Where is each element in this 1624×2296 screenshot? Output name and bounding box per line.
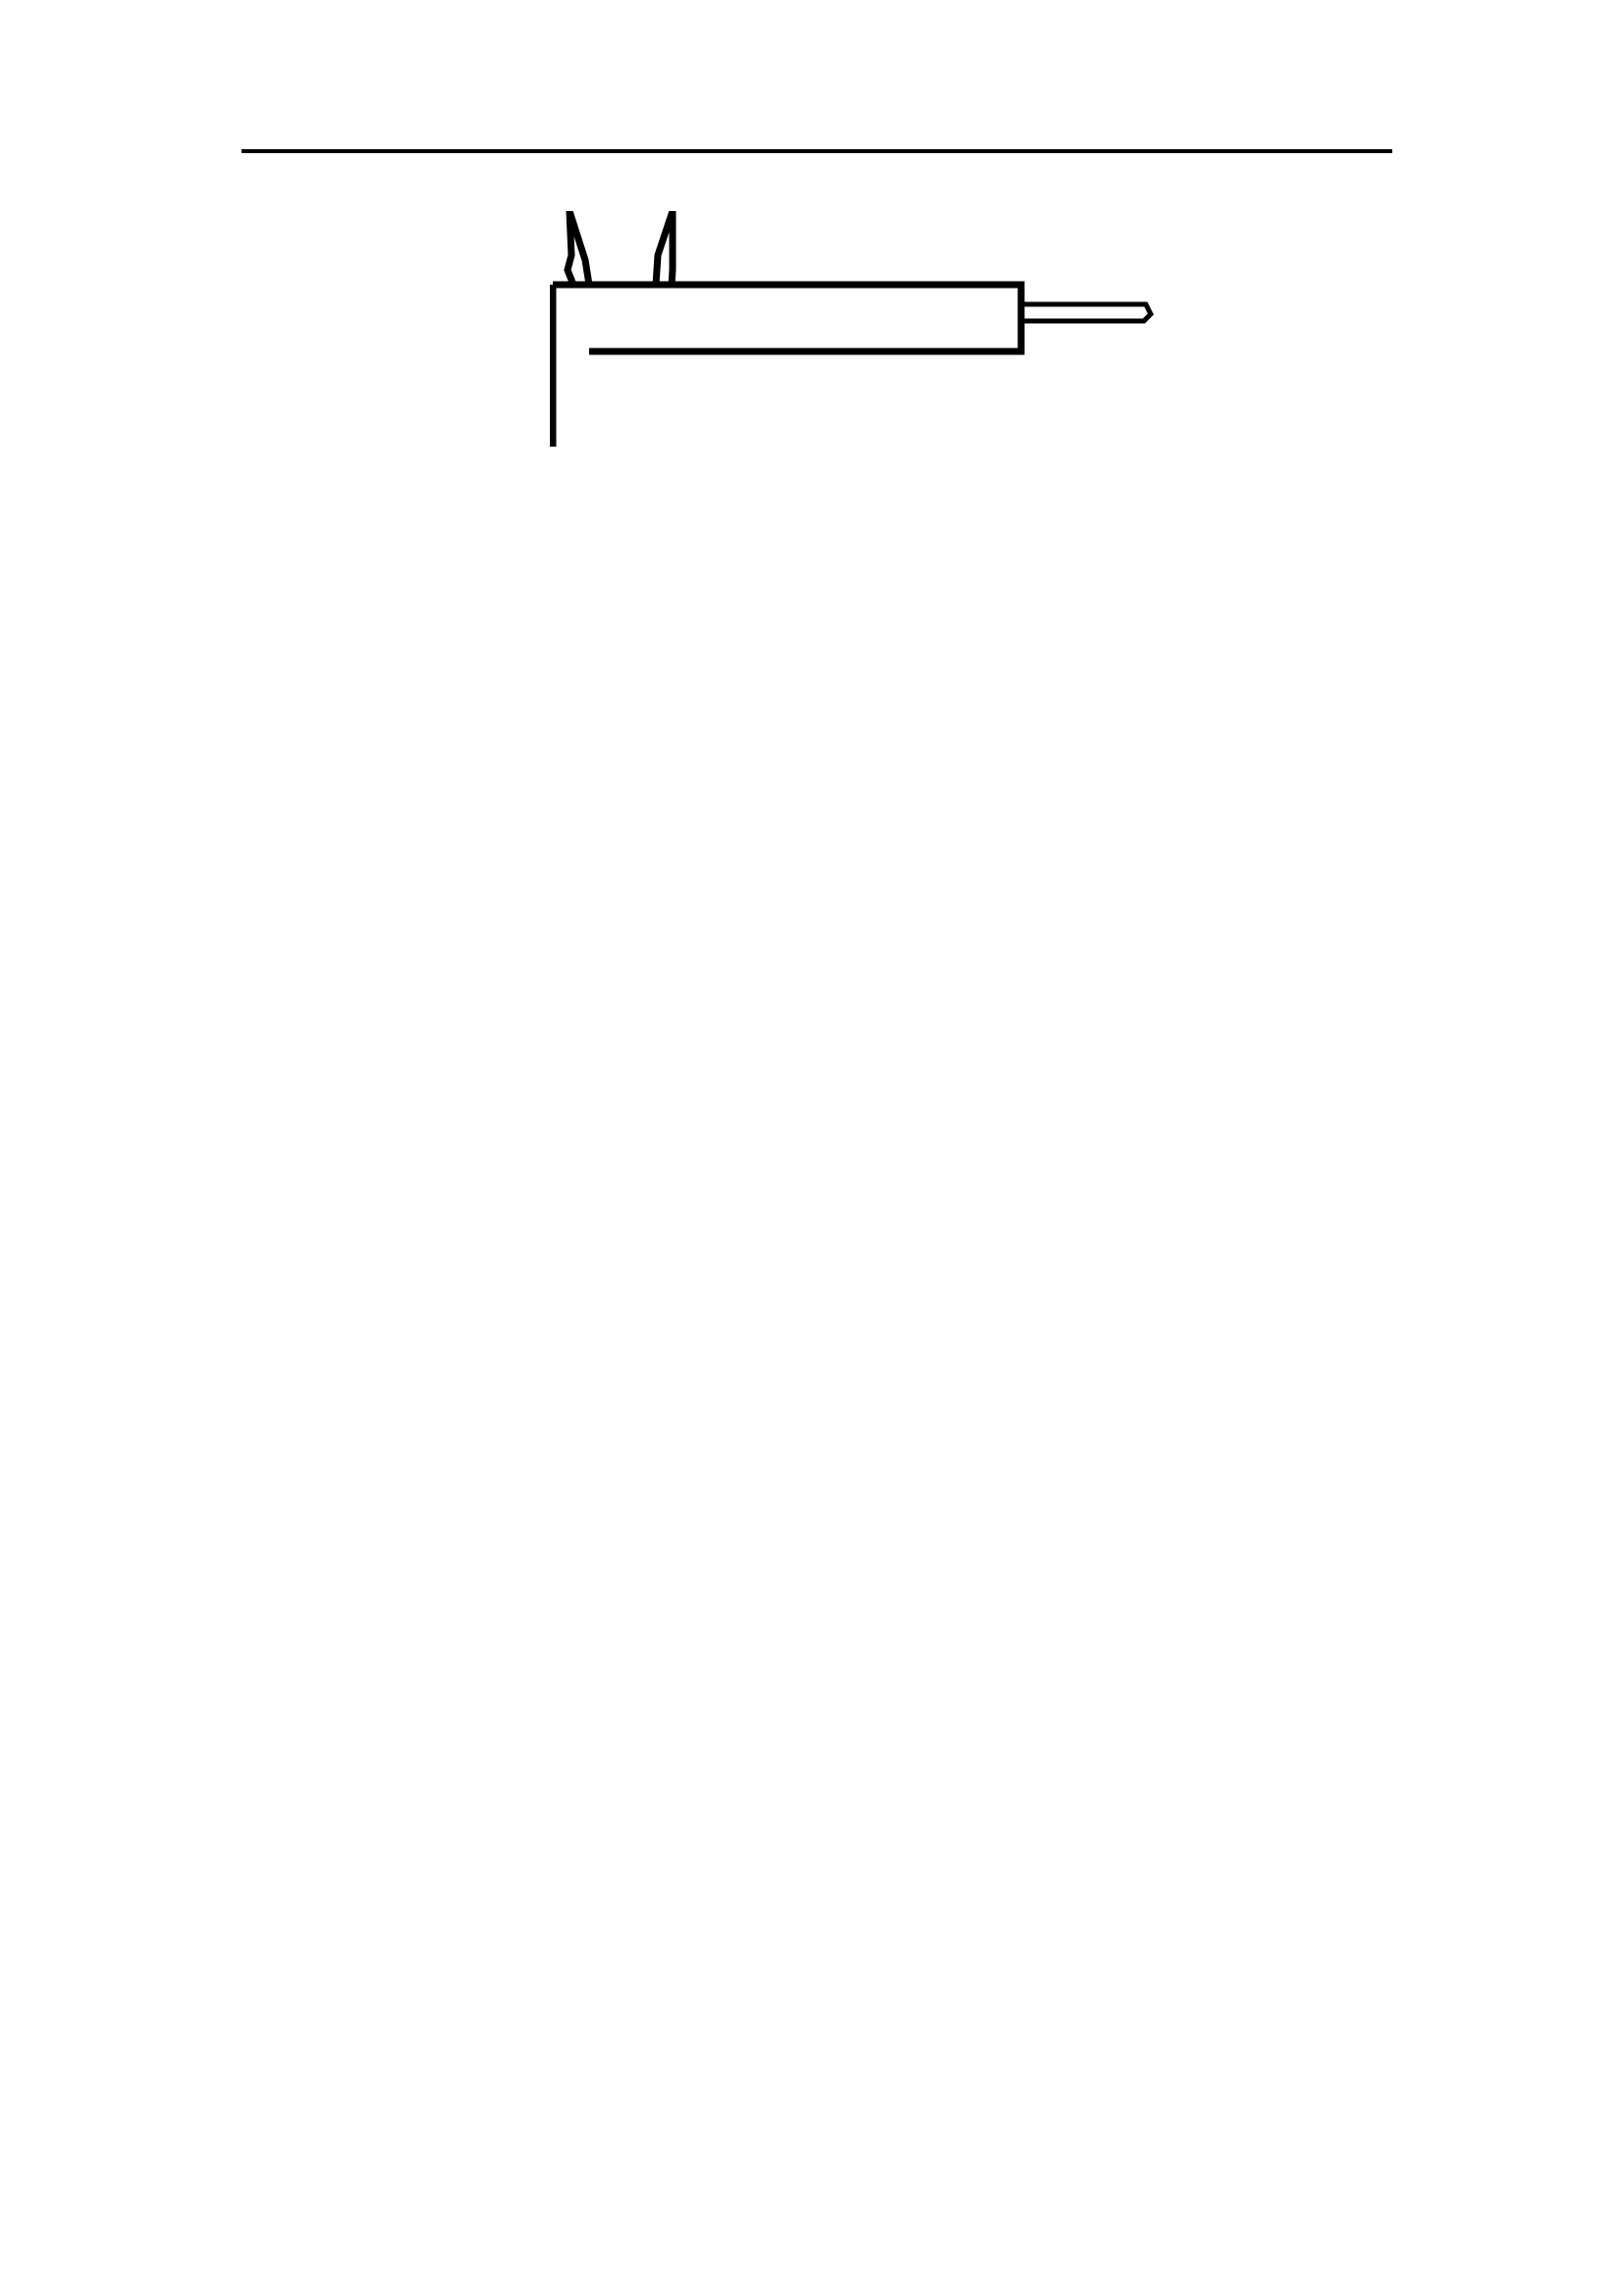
caliper-diagram-1 <box>550 211 1159 447</box>
caliper-figure-1 <box>550 211 1159 447</box>
header-rule <box>242 149 1392 153</box>
